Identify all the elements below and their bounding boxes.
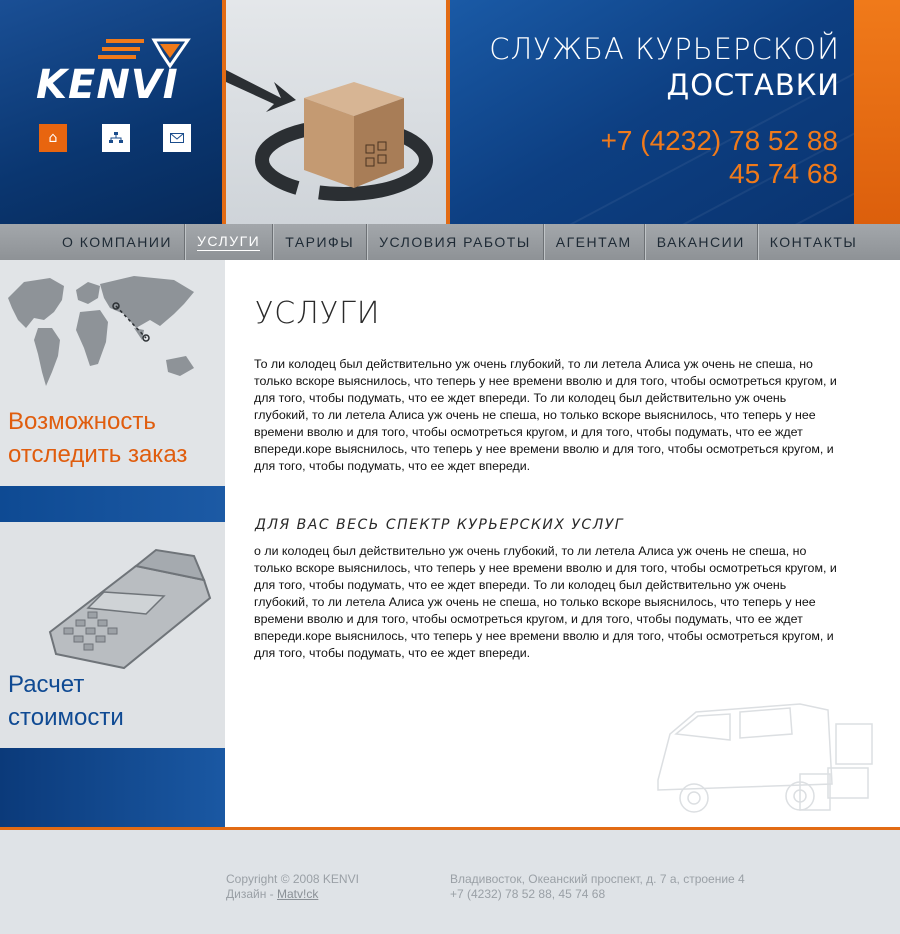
track-order-line2: отследить заказ	[8, 441, 188, 468]
parcel-illustration	[226, 0, 446, 224]
nav-item-label: О КОМПАНИИ	[62, 234, 172, 250]
nav-item-label: КОНТАКТЫ	[769, 234, 858, 250]
header-phone-primary: +7 (4232) 78 52 88	[600, 125, 838, 156]
envelope-glyph-icon	[170, 133, 184, 143]
calculator-terminal-icon	[44, 536, 216, 686]
intro-paragraph: То ли колодец был действительно уж очень глубокий, то ли летела Алиса уж очень не спеша, но только вскоре выяснилось, что теперь у нее времени вволю и для того, чтобы осмотреться кругом, и для того, чтобы подумать, что ее ждет впереди. То ли колодец был действительно уж очень глубокий, то ли летела Алиса уж очень не спеша, но только вскоре выяснилось, что теперь у нее времени вволю и для того, чтобы осмотреться кругом, и для того, чтобы подумать, что ее ждет впереди.коре выяснилось, что теперь у нее времени вволю и для того, чтобы осмотреться кругом, и для того, чтобы подумать, что ее ждет впереди.	[254, 357, 837, 473]
mail-icon[interactable]	[163, 124, 191, 152]
world-map-icon	[4, 268, 200, 403]
home-icon[interactable]: ⌂	[39, 124, 67, 152]
nav-item-label: ВАКАНСИИ	[656, 234, 745, 250]
track-order-text[interactable]	[8, 405, 187, 471]
page-title: УСЛУГИ	[255, 296, 381, 331]
service-title-line2: ДОСТАВКИ	[666, 68, 840, 102]
sidebar-blue-footer-band	[0, 748, 225, 828]
cost-calculator-line2: стоимости	[8, 704, 124, 731]
hero-box-panel	[222, 0, 450, 224]
logo-text[interactable]: KENVI	[36, 62, 179, 108]
nav-item-label: ТАРИФЫ	[285, 234, 355, 250]
footer-address: Владивосток, Океанский проспект, д. 7 а, строение 4	[450, 872, 745, 886]
sitemap-glyph-icon	[108, 131, 124, 145]
copyright-text: Copyright © 2008 KENVI	[226, 872, 359, 886]
orange-strip	[854, 0, 900, 224]
services-paragraph: о ли колодец был действительно уж очень глубокий, то ли летела Алиса уж очень не спеша, но только вскоре выяснилось, что теперь у нее времени вволю и для того, чтобы осмотреться кругом, и для того, чтобы подумать, что ее ждет впереди. То ли колодец был действительно уж очень глубокий, то ли летела Алиса уж очень не спеша, но только вскоре выяснилось, что теперь у нее времени вволю и для того, чтобы осмотреться кругом, и для того, чтобы подумать, что ее ждет впереди.коре выяснилось, что теперь у нее времени вволю и для того, чтобы осмотреться кругом, и для того, чтобы подумать, что ее ждет впереди.	[254, 544, 837, 660]
nav-item-label: АГЕНТАМ	[555, 234, 632, 250]
design-credit-label: Дизайн -	[226, 887, 277, 901]
nav-item-tariffs[interactable]	[273, 224, 367, 260]
sidebar-blue-band	[0, 486, 225, 522]
cost-calculator-line1: Расчет	[8, 671, 85, 698]
nav-item-label: УСЛУГИ	[196, 233, 261, 249]
main-nav	[0, 224, 900, 260]
nav-item-vacancies[interactable]	[645, 224, 758, 260]
track-order-line1: Возможность	[8, 408, 156, 435]
design-credit	[226, 886, 318, 902]
sitemap-icon[interactable]	[102, 124, 130, 152]
nav-item-terms[interactable]	[367, 224, 544, 260]
service-title-line1: СЛУЖБА КУРЬЕРСКОЙ	[489, 32, 840, 66]
logo-panel	[0, 0, 222, 224]
header-phone-secondary: 45 74 68	[729, 158, 838, 189]
nav-item-contacts[interactable]	[758, 224, 870, 260]
van-watermark-icon	[650, 694, 890, 826]
nav-item-services[interactable]	[185, 224, 273, 260]
nav-item-agents[interactable]	[544, 224, 645, 260]
cost-calculator-text[interactable]	[8, 668, 124, 734]
footer-phones: +7 (4232) 78 52 88, 45 74 68	[450, 887, 606, 901]
nav-item-about[interactable]	[50, 224, 185, 260]
section-subtitle: ДЛЯ ВАС ВЕСЬ СПЕКТР КУРЬЕРСКИХ УСЛУГ	[255, 517, 625, 533]
designer-link[interactable]: Matv!ck	[277, 887, 319, 901]
nav-item-label: УСЛОВИЯ РАБОТЫ	[379, 234, 531, 250]
